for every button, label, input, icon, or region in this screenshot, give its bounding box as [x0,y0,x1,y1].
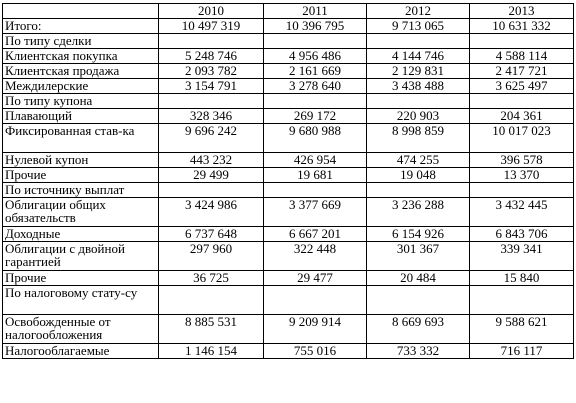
table-cell: 9 713 065 [367,19,470,34]
header-cell-label [3,4,159,19]
section-row [3,286,574,315]
table-cell [470,34,574,49]
table-cell [264,94,367,109]
table-row [3,315,574,344]
table-cell: 10 631 332 [470,19,574,34]
header-cell-year: 2012 [367,4,470,19]
table-cell: 3 236 288 [367,198,470,227]
table-cell: 5 248 746 [159,49,264,64]
section-label: По типу сделки [3,34,159,49]
table-row [3,79,574,94]
table-cell: 6 737 648 [159,227,264,242]
table-cell: 3 278 640 [264,79,367,94]
header-cell-year: 2011 [264,4,367,19]
table-cell: 9 588 621 [470,315,574,344]
table-cell: 20 484 [367,271,470,286]
table-cell: 6 154 926 [367,227,470,242]
table-cell: 3 438 488 [367,79,470,94]
row-label: Доходные [3,227,159,242]
row-label: Фиксированная став-ка [3,124,159,153]
table-cell [367,183,470,198]
table-cell: 10 396 795 [264,19,367,34]
table-cell: 10 497 319 [159,19,264,34]
table-cell: 2 161 669 [264,64,367,79]
table-cell: 4 956 486 [264,49,367,64]
table-cell: 36 725 [159,271,264,286]
bond-statistics-table [2,3,574,359]
table-cell: 443 232 [159,153,264,168]
table-cell: 19 048 [367,168,470,183]
row-label: Прочие [3,168,159,183]
table-cell: 1 146 154 [159,344,264,359]
table-cell [264,34,367,49]
table-cell: 755 016 [264,344,367,359]
header-cell-year: 2010 [159,4,264,19]
header-row [3,4,574,19]
row-label: Плавающий [3,109,159,124]
table-cell: 716 117 [470,344,574,359]
table-cell: 426 954 [264,153,367,168]
table-cell: 8 885 531 [159,315,264,344]
table-cell [159,286,264,315]
table-cell [264,286,367,315]
header-cell-year: 2013 [470,4,574,19]
section-row [3,183,574,198]
table-cell [159,183,264,198]
table-cell: 13 370 [470,168,574,183]
table-cell: 3 377 669 [264,198,367,227]
table-cell: 6 843 706 [470,227,574,242]
table-cell [470,94,574,109]
table-cell: 3 625 497 [470,79,574,94]
table-cell: 3 432 445 [470,198,574,227]
table-cell: 396 578 [470,153,574,168]
table-cell: 15 840 [470,271,574,286]
table-row [3,109,574,124]
table-cell: 19 681 [264,168,367,183]
row-label: Прочие [3,271,159,286]
row-label: Итого: [3,19,159,34]
table-row [3,49,574,64]
table-cell: 322 448 [264,242,367,271]
table-cell: 4 588 114 [470,49,574,64]
table-cell: 297 960 [159,242,264,271]
table-cell [159,94,264,109]
table-cell [159,34,264,49]
section-label: По налоговому стату-су [3,286,159,315]
section-label: По источнику выплат [3,183,159,198]
table-cell: 10 017 023 [470,124,574,153]
table-cell: 2 093 782 [159,64,264,79]
table-cell: 339 341 [470,242,574,271]
row-label: Облигации общих обязательств [3,198,159,227]
section-row [3,34,574,49]
row-label: Облигации с двойной гарантией [3,242,159,271]
table-cell [367,94,470,109]
table-cell: 269 172 [264,109,367,124]
row-label: Клиентская покупка [3,49,159,64]
table-cell: 328 346 [159,109,264,124]
table-cell: 9 209 914 [264,315,367,344]
table-row [3,124,574,153]
table-cell: 3 424 986 [159,198,264,227]
table-row [3,19,574,34]
section-row [3,94,574,109]
table-cell: 301 367 [367,242,470,271]
table-row [3,227,574,242]
table-cell: 9 680 988 [264,124,367,153]
table-cell: 8 669 693 [367,315,470,344]
table-cell: 733 332 [367,344,470,359]
table-row [3,344,574,359]
table-cell: 6 667 201 [264,227,367,242]
table-cell: 4 144 746 [367,49,470,64]
table-cell: 204 361 [470,109,574,124]
table-row [3,242,574,271]
table-cell: 9 696 242 [159,124,264,153]
row-label: Клиентская продажа [3,64,159,79]
table-cell [264,183,367,198]
table-row [3,153,574,168]
row-label: Междилерские [3,79,159,94]
table-cell [367,34,470,49]
table-row [3,168,574,183]
row-label: Налогооблагаемые [3,344,159,359]
table-row [3,64,574,79]
row-label: Нулевой купон [3,153,159,168]
section-label: По типу купона [3,94,159,109]
table-cell: 29 499 [159,168,264,183]
table-cell: 2 129 831 [367,64,470,79]
table-cell: 8 998 859 [367,124,470,153]
table-cell [470,286,574,315]
table-cell: 474 255 [367,153,470,168]
table-cell: 220 903 [367,109,470,124]
row-label: Освобожденные от налогообложения [3,315,159,344]
table-row [3,198,574,227]
table-cell [367,286,470,315]
table-cell: 29 477 [264,271,367,286]
table-cell [470,183,574,198]
table-row [3,271,574,286]
table-cell: 2 417 721 [470,64,574,79]
table-cell: 3 154 791 [159,79,264,94]
